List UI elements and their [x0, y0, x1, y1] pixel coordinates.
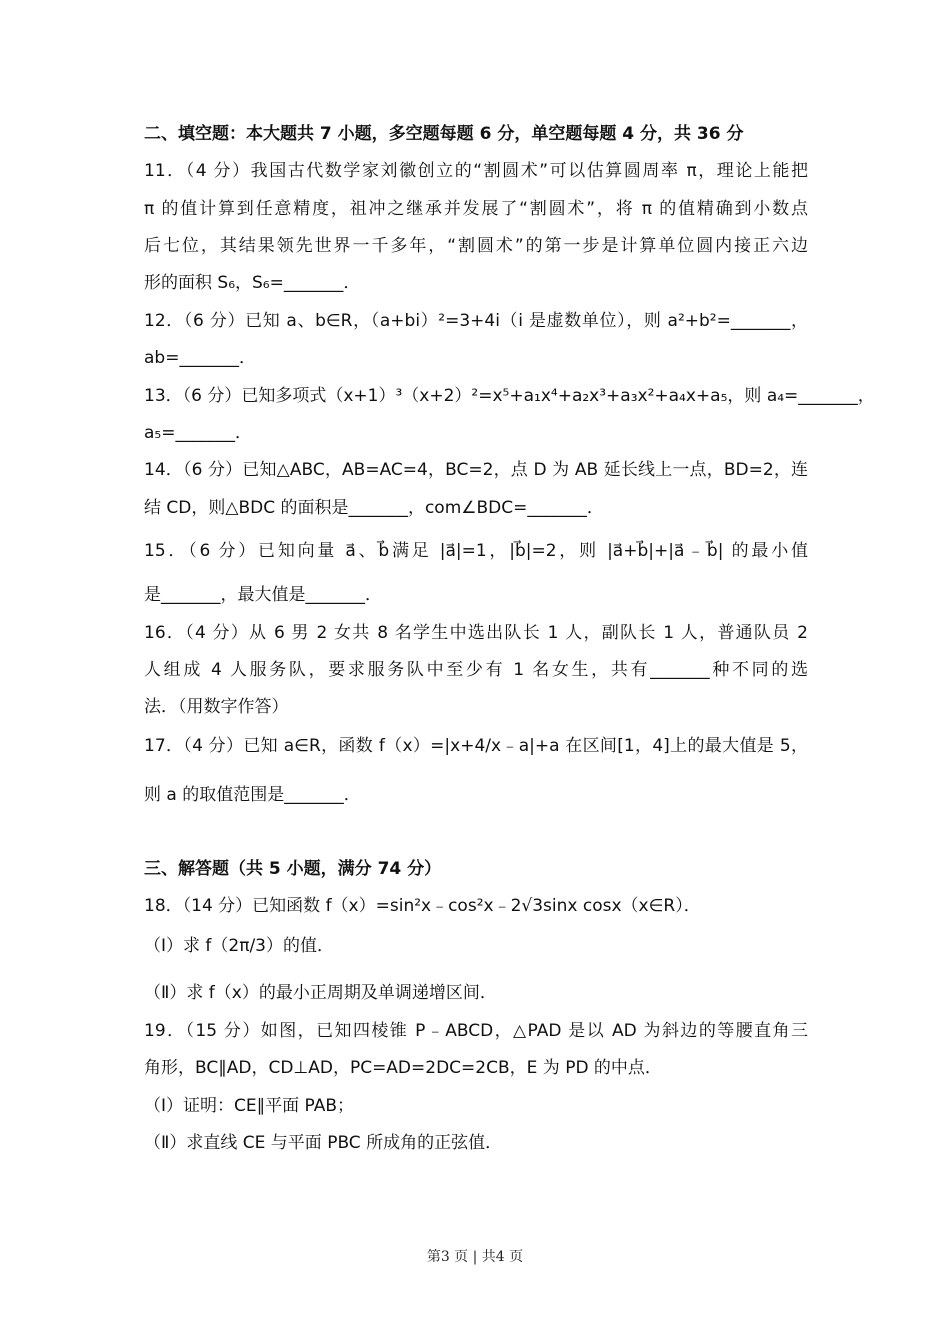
q18-part-1: （Ⅰ）求 f（2π/3）的值．	[144, 936, 334, 956]
q16-line-2: 人组成 4 人服务队，要求服务队中至少有 1 名女生，共有_______种不同的选	[144, 660, 808, 680]
q18-stem: 18．（14 分）已知函数 f（x）=sin²x﹣cos²x﹣2√3sinx cosx（x∈R）．	[144, 896, 701, 916]
q13-line-1: 13．（6 分）已知多项式（x+1）³（x+2）²=x⁵+a₁x⁴+a₂x³+a₃x²+a₄x+a₅，则 a₄=_______，	[144, 386, 875, 406]
q14-line-2: 结 CD，则△BDC 的面积是_______，com∠BDC=_______．	[144, 498, 604, 518]
q19-part-2: （Ⅱ）求直线 CE 与平面 PBC 所成角的正弦值．	[144, 1133, 503, 1153]
section-title-fill-in: 二、填空题：本大题共 7 小题，多空题每题 6 分，单空题每题 4 分，共 36 分	[144, 124, 744, 144]
q16-line-1: 16．（4 分）从 6 男 2 女共 8 名学生中选出队长 1 人，副队长 1 人，普通队员 2	[144, 623, 808, 643]
q16-line-3: 法．（用数字作答）	[144, 697, 289, 717]
q11-line-3: 后七位，其结果领先世界一千多年，“割圆术”的第一步是计算单位圆内接正六边	[144, 236, 808, 256]
q11-line-1: 11．（4 分）我国古代数学家刘徽创立的“割圆术”可以估算圆周率 π，理论上能把	[144, 161, 808, 181]
q18-part-2: （Ⅱ）求 f（x）的最小正周期及单调递增区间．	[144, 983, 497, 1003]
q12-line-2: ab=_______．	[144, 348, 256, 368]
q14-line-1: 14．（6 分）已知△ABC，AB=AC=4，BC=2，点 D 为 AB 延长线上一点，BD=2，连	[144, 460, 808, 480]
q12-line-1: 12．（6 分）已知 a、b∈R，（a+bi）²=3+4i（i 是虚数单位），则 a²+b²=_______，	[144, 311, 808, 331]
q19-part-1: （Ⅰ）证明：CE∥平面 PAB；	[144, 1096, 354, 1116]
q17-line-2: 则 a 的取值范围是_______．	[144, 785, 361, 805]
page-footer: 第3 页 | 共4 页	[426, 1249, 524, 1265]
q19-line-1: 19．（15 分）如图，已知四棱锥 P﹣ABCD，△PAD 是以 AD 为斜边的等腰直角三	[144, 1021, 808, 1041]
q19-line-2: 角形，BC∥AD，CD⊥AD，PC=AD=2DC=2CB，E 为 PD 的中点．	[144, 1058, 662, 1078]
q17-line-1: 17．（4 分）已知 a∈R，函数 f（x）=|x+4/x﹣a|+a 在区间[1，4]上的最大值是 5，	[144, 736, 808, 756]
q11-line-2: π 的值计算到任意精度，祖冲之继承并发展了“割圆术”，将 π 的值精确到小数点	[144, 199, 808, 219]
q13-line-2: a₅=_______．	[144, 423, 252, 443]
q15-line-2: 是_______，最大值是_______．	[144, 585, 382, 605]
q15-line-1: 15．（6 分）已知向量 a⃗、b⃗满足 |a⃗|=1，|b⃗|=2，则 |a⃗+b⃗|+|a⃗﹣b⃗| 的最小值	[144, 541, 808, 561]
section-title-answer: 三、解答题（共 5 小题，满分 74 分）	[144, 859, 442, 879]
q11-line-4: 形的面积 S₆，S₆=_______．	[144, 273, 361, 293]
